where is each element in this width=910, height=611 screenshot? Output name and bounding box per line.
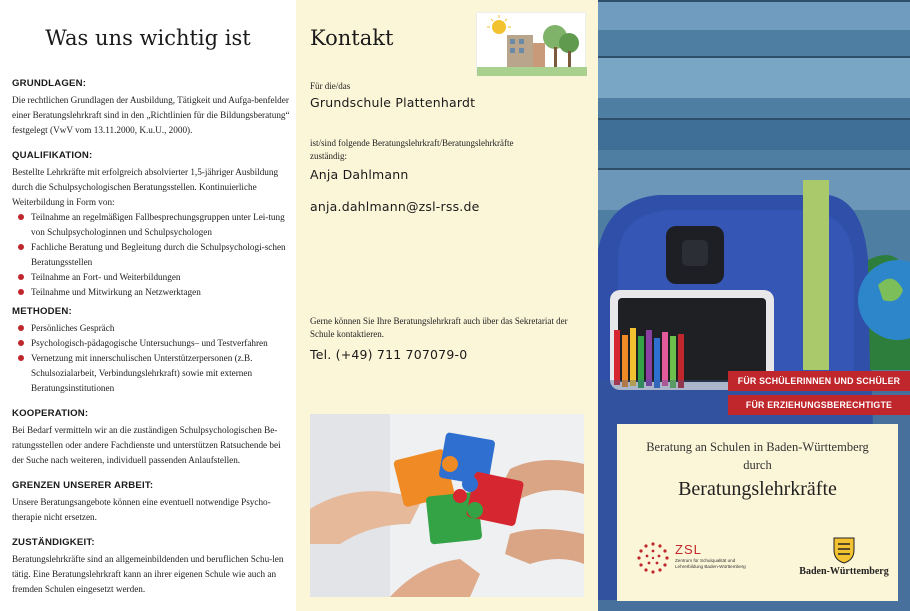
list-item: Teilnahme an regelmäßigen Fallbesprechungsgruppen unter Lei-tung von Schulpsychologinnen und Schulpsychologen — [12, 210, 290, 240]
section-grundlagen — [12, 78, 290, 138]
section-heading: GRUNDLAGEN: — [12, 78, 87, 89]
left-panel — [0, 0, 296, 611]
banner-parents: FÜR ERZIEHUNGSBERECHTIGTE — [728, 395, 910, 415]
secretariat-text: Gerne können Sie Ihre Beratungslehrkraft auch über das Sekretariat der Schule kontaktieren. — [310, 316, 568, 339]
section-text: Unsere Beratungsangebote können eine eventuell notwendige Psycho-therapie nicht ersetzen. — [12, 497, 271, 522]
bullet-icon — [18, 274, 24, 280]
section-kooperation — [12, 408, 290, 468]
bullet-icon — [18, 355, 24, 361]
bw-logo — [799, 536, 889, 586]
list-item: Vernetzung mit innerschulischen Unterstützerpersonen (z.B. Schulsozialarbeit, Verbindungslehrkraft) sowie mit externen Beratungsinstitutionen — [12, 351, 290, 396]
list-item: Psychologisch-pädagogische Untersuchungs– und Testverfahren — [12, 336, 290, 351]
bullet-list — [12, 210, 290, 300]
zsl-dots-icon — [635, 540, 671, 576]
page-title: Was uns wichtig ist — [45, 26, 251, 50]
section-heading: METHODEN: — [12, 306, 72, 317]
section-text: Die rechtlichen Grundlagen der Ausbildung, Tätigkeit und Aufga-benfelder einer Beratungslehrkraft sind in den „Richtlinien für die Bildungsberatung“ festgelegt (VwV vom 13.11.2000, K.u.U., 2000). — [12, 95, 290, 135]
puzzle-photo — [310, 414, 584, 597]
section-qualifikation — [12, 150, 290, 300]
list-item: Teilnahme an Fort- und Weiterbildungen — [12, 270, 290, 285]
bullet-icon — [18, 214, 24, 220]
bullet-list — [12, 321, 290, 396]
zsl-logo — [635, 540, 765, 580]
list-item: Teilnahme und Mitwirkung an Netzwerktagen — [12, 285, 290, 300]
section-grenzen — [12, 480, 290, 525]
zsl-logo-subtext: Zentrum für Schulqualität und Lehrerbildung Baden-Württemberg — [675, 558, 746, 569]
banner-students: FÜR SCHÜLERINNEN UND SCHÜLER — [728, 371, 910, 391]
cover-subtitle: Beratung an Schulen in Baden-Württemberg — [646, 440, 869, 454]
responsible-label: ist/sind folgende Beratungslehrkraft/Beratungslehrkräfte zuständig: — [310, 138, 514, 161]
section-heading: QUALIFIKATION: — [12, 150, 93, 161]
cover-title: Beratungslehrkräfte — [678, 478, 837, 500]
bullet-icon — [18, 325, 24, 331]
section-heading: GRENZEN UNSERER ARBEIT: — [12, 480, 154, 491]
section-heading: KOOPERATION: — [12, 408, 89, 419]
school-name: Grundschule Plattenhardt — [310, 95, 476, 110]
bullet-icon — [18, 289, 24, 295]
teacher-name: Anja Dahlmann — [310, 167, 409, 182]
section-text: Bei Bedarf vermitteln wir an die zuständigen Schulpsychologischen Be-ratungsstellen oder andere Fachdienste und unterstützen Ratsuchende bei der Suche nach weiteren, individuell passenden Anlaufstellen. — [12, 425, 281, 465]
bullet-icon — [18, 244, 24, 250]
email-link[interactable]: anja.dahlmann@zsl-rss.de — [310, 199, 480, 214]
contact-panel — [296, 0, 598, 611]
school-logo-image — [476, 12, 586, 75]
cover-panel — [598, 0, 910, 611]
phone-number[interactable]: Tel. (+49) 711 707079-0 — [310, 347, 468, 362]
cover-card — [617, 424, 898, 601]
list-item: Persönliches Gespräch — [12, 321, 290, 336]
section-heading: ZUSTÄNDIGKEIT: — [12, 537, 95, 548]
contact-title: Kontakt — [310, 26, 394, 50]
zsl-logo-text: ZSL — [675, 542, 702, 557]
section-text: Bestellte Lehrkräfte mit erfolgreich absolvierter 1,5-jähriger Ausbildung durch die Schulpsychologischen Beratungsstellen. Kontinuierliche Weiterbildung in Form von: — [12, 167, 279, 207]
section-zustaendigkeit — [12, 537, 290, 597]
coat-of-arms-icon — [829, 536, 859, 564]
section-text: Beratungslehrkräfte sind an allgemeinbildenden und beruflichen Schu-len tätig. Eine Beratungslehrkraft kann an ihrer eigenen Schule wie auch an fremden Schulen eingesetzt werden. — [12, 554, 284, 594]
for-label: Für die/das — [310, 81, 351, 91]
cover-connector: durch — [743, 458, 772, 472]
section-methoden — [12, 306, 290, 396]
bullet-icon — [18, 340, 24, 346]
list-item: Fachliche Beratung und Begleitung durch die Schulpsychologi-schen Beratungsstellen — [12, 240, 290, 270]
bw-logo-label: Baden-Württemberg — [799, 566, 889, 577]
